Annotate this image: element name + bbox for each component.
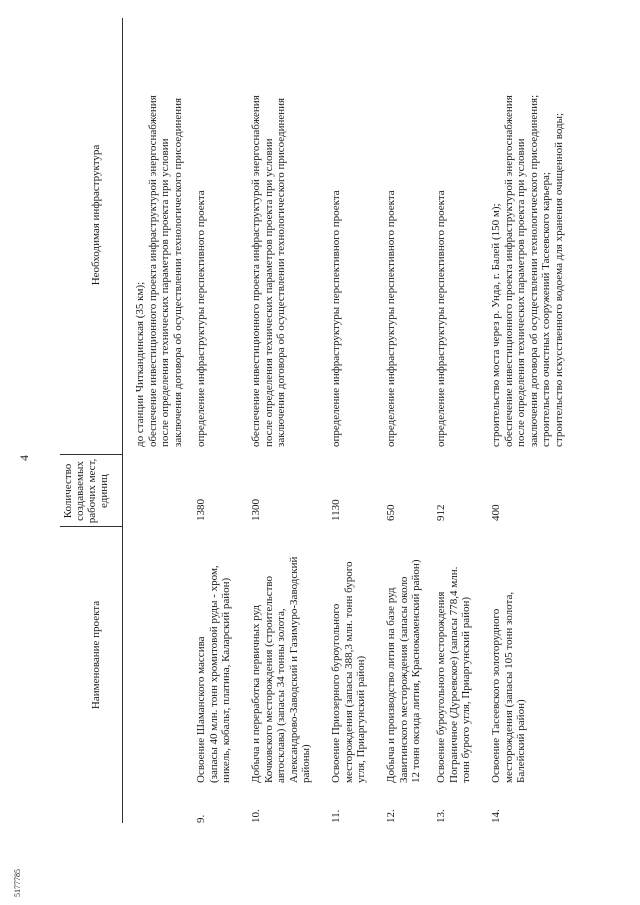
header-separator-left — [60, 526, 122, 527]
header-infra: Необходимая инфраструктура — [90, 144, 102, 286]
jobs-count: 1380 — [195, 499, 207, 521]
project-name-line: Завитинского месторождения (запасы около — [397, 576, 410, 783]
header-qty-line: рабочих мест, — [86, 458, 98, 524]
header-name: Наименование проекта — [90, 600, 102, 710]
jobs-count: 1300 — [250, 499, 262, 521]
infra-line: обеспечение инвестиционного проекта инфраструктурой энергоснабжения — [502, 95, 515, 447]
infra-line: после определения технических параметров проекта при условии — [262, 138, 275, 447]
table-row — [435, 18, 485, 823]
row-number: 11. — [330, 809, 342, 823]
row-number: 13. — [435, 809, 447, 823]
project-name-line: Пограничное (Дуроевское) (запасы 778,4 млн. — [447, 566, 460, 783]
project-name-line: Добыча и производство лития на базе руд — [385, 587, 397, 783]
project-name-cell — [330, 525, 368, 783]
infra-line: определение инфраструктуры перспективного проекта — [330, 190, 342, 447]
infra-cell — [385, 7, 398, 447]
header-qty-line: создаваемых — [74, 461, 86, 521]
project-name-line: Добыча и переработка первичных руд — [250, 604, 262, 783]
project-name-line: угля, Приаргунский район) — [355, 655, 367, 783]
header-separator-right — [60, 454, 122, 455]
project-name-line: Кочковского месторождения (строительство — [262, 575, 275, 783]
project-name-line: Освоение Тасеевского золоторудного — [490, 608, 502, 783]
infra-line: заключения договора об осуществлении технологического присоединения — [171, 97, 184, 447]
header-qty — [62, 457, 110, 525]
project-name-line: (запасы 40 млн. тонн хромитовой руды - хром, — [207, 565, 220, 783]
project-name-line: месторождения (запасы 388,3 млн. тонн бурого — [342, 561, 355, 783]
table-row — [134, 18, 190, 823]
infra-line: обеспечение инвестиционного проекта инфраструктурой энергоснабжения — [250, 95, 262, 447]
infra-line: до станции Читкандинская (35 км); — [134, 281, 146, 447]
row-number: 12. — [385, 809, 397, 823]
table-row — [490, 18, 570, 823]
project-name-line: Балейский район) — [515, 699, 527, 783]
header-qty-line: Количество — [62, 463, 74, 519]
infra-cell — [195, 7, 208, 447]
table-row — [330, 18, 380, 823]
header-qty-line: единиц — [98, 474, 110, 508]
header-bottom-rule — [122, 18, 123, 823]
row-number: 14. — [490, 809, 502, 823]
project-name-line: тонн бурого угля, Приаргунский район) — [460, 596, 472, 783]
project-name-line: Освоение Приозерного буроугольного — [330, 603, 342, 783]
project-name-line: 12 тонн оксида лития, Краснокаменский район) — [410, 559, 422, 783]
infra-cell — [134, 7, 184, 447]
project-name-line: автосклава) (запасы 34 тонны золота, — [275, 608, 287, 783]
table-row — [195, 18, 245, 823]
infra-line: строительство очистных сооружений Тасеевского карьера; — [540, 172, 552, 447]
jobs-count: 1130 — [330, 499, 342, 521]
infra-line: заключения договора об осуществлении технологического присоединения — [275, 97, 287, 447]
infra-line: обеспечение инвестиционного проекта инфраструктурой энергоснабжения — [146, 95, 159, 447]
project-name-cell — [385, 525, 423, 783]
jobs-count: 912 — [435, 504, 447, 521]
jobs-count: 650 — [385, 504, 397, 521]
infra-line: заключения договора об осуществлении технологического присоединения; — [527, 94, 540, 447]
infra-line: после определения технических параметров проекта при условии — [515, 138, 527, 447]
infra-line: строительство моста через р. Унда, г. Балей (150 м); — [490, 203, 502, 447]
infra-line: определение инфраструктуры перспективного проекта — [435, 190, 447, 447]
project-name-line: Освоение Шаманского массива — [195, 636, 207, 783]
project-name-line: Освоение буроугольного месторождения — [435, 591, 447, 783]
infra-cell — [490, 7, 565, 447]
document-id: 5177785 — [13, 869, 22, 897]
project-name-line: районы) — [300, 744, 312, 783]
row-number: 9. — [195, 814, 207, 823]
project-name-cell — [250, 525, 313, 783]
infra-cell — [250, 7, 288, 447]
infra-line: после определения технических параметров проекта при условии — [159, 138, 171, 447]
infra-line: определение инфраструктуры перспективного проекта — [385, 190, 397, 447]
project-name-cell — [490, 525, 528, 783]
project-name-cell — [435, 525, 473, 783]
infra-line: строительство искусственного водоема для хранения очищенной воды; — [552, 112, 565, 447]
table-row — [385, 18, 430, 823]
table-row — [250, 18, 325, 823]
page-number: 4 — [17, 455, 31, 461]
project-name-line: Александрово-Заводский и Газимуро-Заводский — [287, 556, 300, 783]
jobs-count: 400 — [490, 504, 502, 521]
project-name-line: месторождения (запасы 105 тонн золота, — [502, 591, 515, 783]
row-number: 10. — [250, 809, 262, 823]
infra-cell — [435, 7, 448, 447]
infra-cell — [330, 7, 343, 447]
infra-line: определение инфраструктуры перспективного проекта — [195, 190, 207, 447]
project-name-cell — [195, 525, 233, 783]
project-name-line: никель, кобальт, платина, Каларский район) — [220, 577, 232, 783]
